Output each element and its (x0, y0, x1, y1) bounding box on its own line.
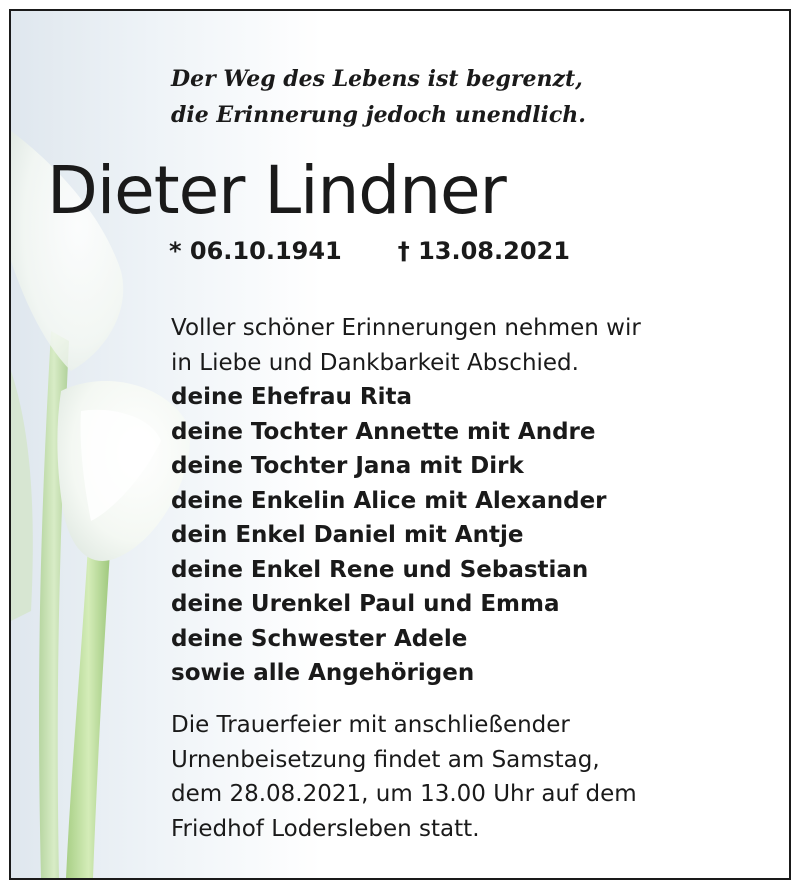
motto (171, 61, 586, 133)
deceased-name: Dieter Lindner (47, 152, 506, 229)
motto-line: Der Weg des Lebens ist begrenzt, (171, 66, 583, 92)
mourner-line: deine Enkelin Alice mit Alexander (171, 487, 607, 514)
funeral-line: Die Trauerfeier mit anschließender (171, 712, 570, 738)
mourner-line: deine Urenkel Paul und Emma (171, 591, 560, 617)
death-date: † 13.08.2021 (397, 237, 570, 265)
mourner-line: deine Tochter Jana mit Dirk (171, 453, 524, 479)
obituary-notice (9, 9, 791, 880)
funeral-line: Urnenbeisetzung findet am Samstag, (171, 746, 600, 773)
mourner-line: deine Ehefrau Rita (171, 384, 412, 410)
farewell-line: in Liebe und Dankbarkeit Abschied. (171, 349, 579, 376)
mourner-line: dein Enkel Daniel mit Antje (171, 522, 524, 548)
life-dates (169, 233, 570, 269)
funeral-line: Friedhof Lodersleben statt. (171, 815, 480, 842)
mourner-line: deine Enkel Rene und Sebastian (171, 556, 589, 583)
farewell-block (171, 311, 641, 691)
mourner-line: deine Tochter Annette mit Andre (171, 418, 596, 445)
birth-date: * 06.10.1941 (169, 237, 342, 265)
motto-line: die Erinnerung jedoch unendlich. (171, 102, 586, 128)
mourner-line: sowie alle Angehörigen (171, 660, 475, 686)
farewell-line: Voller schöner Erinnerungen nehmen wir (171, 315, 641, 341)
funeral-info (171, 708, 637, 846)
funeral-line: dem 28.08.2021, um 13.00 Uhr auf dem (171, 781, 637, 807)
mourner-line: deine Schwester Adele (171, 625, 468, 652)
